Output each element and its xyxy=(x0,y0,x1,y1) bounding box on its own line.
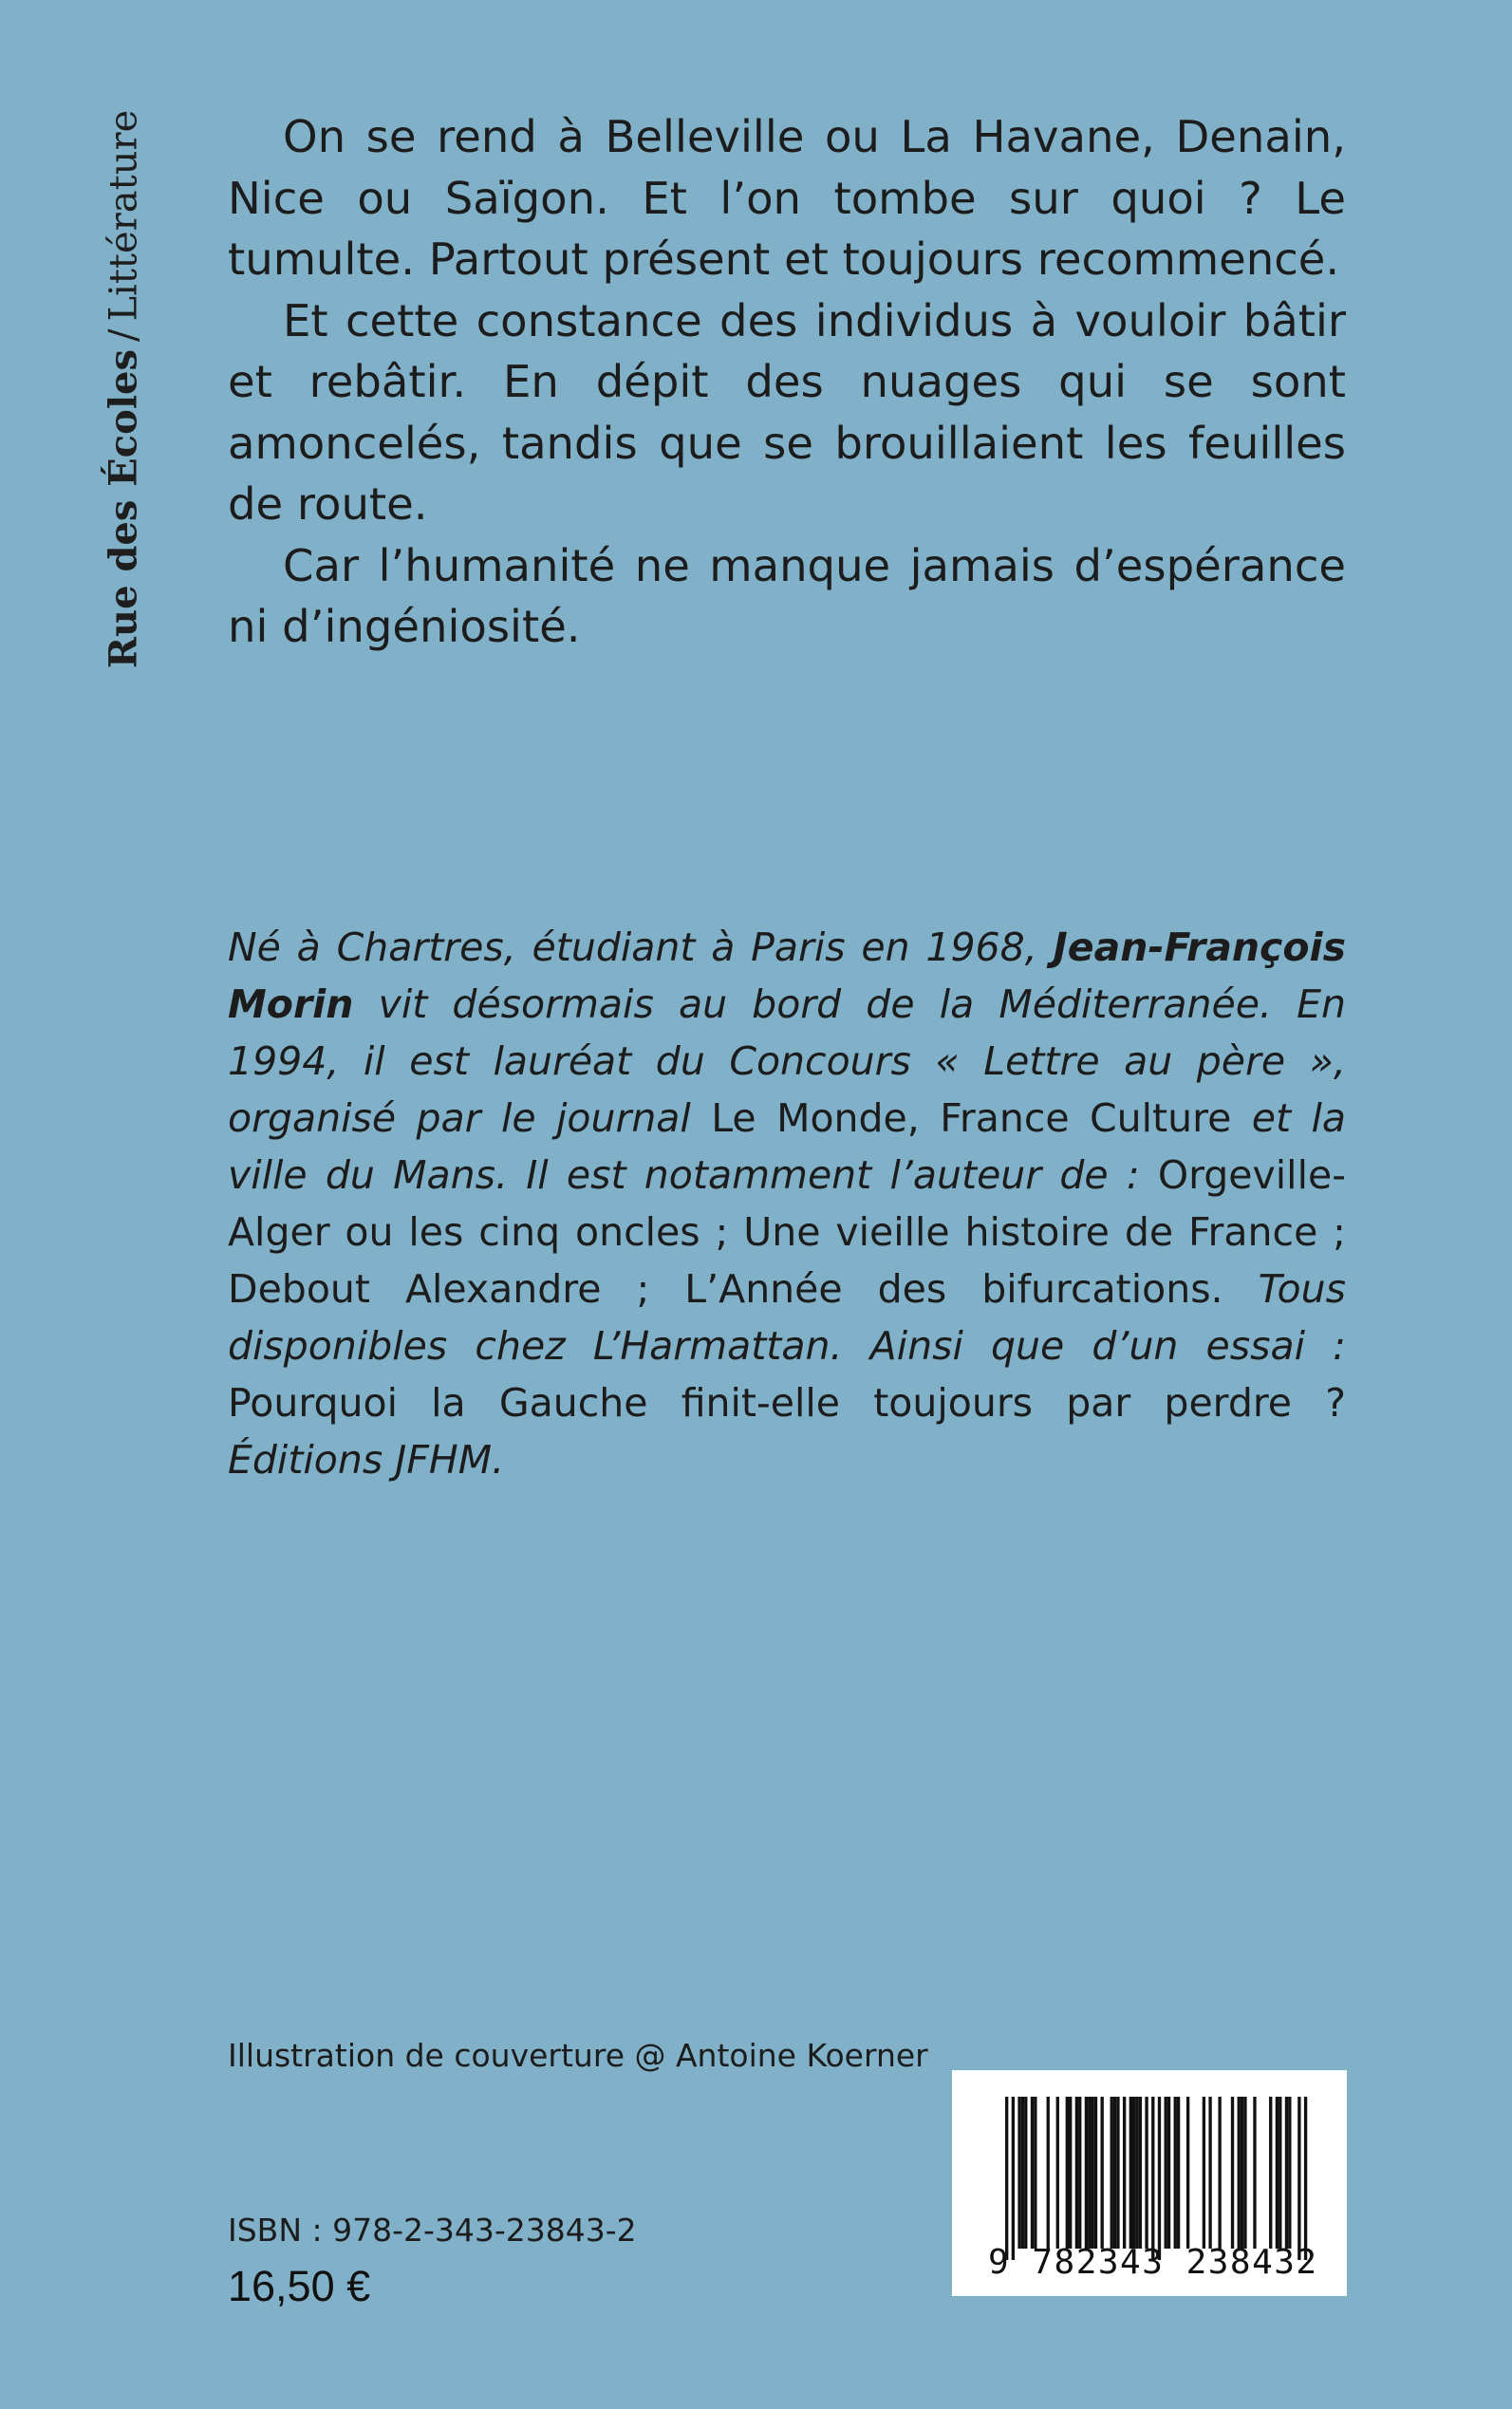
barcode-bar xyxy=(1145,2097,1148,2249)
barcode-bar xyxy=(1078,2097,1081,2249)
barcode-bar xyxy=(1203,2097,1205,2249)
barcode-bar xyxy=(1116,2097,1119,2249)
barcode-bar xyxy=(1056,2097,1059,2249)
barcode-bar xyxy=(1288,2097,1291,2249)
newspaper-name: Le Monde xyxy=(711,1095,907,1141)
barcode-bar xyxy=(1279,2097,1281,2249)
bio-text-2: vit désormais au bord de la Méditerranée. En 1994, il est lauréat du Concours « Lettre au père », organisé par le journal xyxy=(228,981,1346,1141)
barcode-bar xyxy=(1243,2097,1246,2249)
barcode-bar xyxy=(1304,2097,1307,2260)
barcode-bar xyxy=(1177,2097,1180,2249)
barcode-bar xyxy=(1297,2097,1300,2260)
cover-illustration-credit: Illustration de couverture @ Antoine Koerner xyxy=(228,2037,928,2074)
collection-name: Littérature xyxy=(102,109,146,322)
barcode-bar xyxy=(1231,2097,1234,2249)
barcode-bar xyxy=(1017,2097,1020,2249)
author-name: Jean-François Morin xyxy=(228,924,1346,1027)
bio-intro: Né à Chartres, étudiant à Paris en 1968, xyxy=(228,924,1054,970)
barcode-bar xyxy=(1031,2097,1034,2249)
barcode-bar xyxy=(1165,2097,1167,2249)
barcode-bar xyxy=(1021,2097,1024,2249)
bio-text-3: et la ville du Mans. Il est notamment l’auteur de : xyxy=(228,1095,1347,1198)
barcode-bar xyxy=(1113,2097,1116,2249)
barcode-bar xyxy=(1241,2097,1243,2249)
barcode-bar xyxy=(1012,2097,1015,2260)
series-name: Rue des Écoles xyxy=(101,349,146,669)
barcode-bar xyxy=(1218,2097,1221,2249)
price: 16,50 € xyxy=(228,2262,371,2310)
barcode-bar xyxy=(1094,2097,1097,2249)
barcode-bar xyxy=(1151,2097,1154,2260)
barcode-bar xyxy=(1208,2097,1211,2249)
barcode-bar xyxy=(1075,2097,1078,2249)
series-separator: / xyxy=(102,328,146,343)
blurb-paragraph-2: Et cette constance des individus à vouloir bâtir et rebâtir. En dépit des nuages qui se sont amoncelés, tandis que se brouillaient les feuilles de route. xyxy=(228,294,1346,530)
barcode-bar xyxy=(1135,2097,1138,2249)
barcode xyxy=(952,2070,1347,2296)
barcode-bar xyxy=(1085,2097,1088,2249)
barcode-bar xyxy=(1088,2097,1091,2249)
blurb-paragraph-1: On se rend à Belleville ou La Havane, Denain, Nice ou Saïgon. Et l’on tombe sur quoi ? Le tumulte. Partout présent et toujours recommencé. xyxy=(228,111,1346,285)
bio-comma: , xyxy=(906,1095,941,1141)
barcode-bar xyxy=(1005,2097,1008,2260)
barcode-bar xyxy=(1139,2097,1142,2249)
blurb-paragraph-3: Car l’humanité ne manque jamais d’espérance ni d’ingéniosité. xyxy=(228,539,1346,652)
barcode-bar xyxy=(1285,2097,1288,2249)
works-list: Orgeville-Alger ou les cinq oncles ; Une vieille histoire de France ; Debout Alexandre ; L’Année des bifurcations. xyxy=(228,1152,1346,1312)
barcode-bar xyxy=(1123,2097,1126,2249)
essay-title: Pourquoi la Gauche finit-elle toujours par perdre ? xyxy=(228,1380,1346,1426)
barcode-bar xyxy=(1034,2097,1036,2249)
barcode-bar xyxy=(1174,2097,1177,2249)
essay-publisher: Éditions JFHM. xyxy=(228,1437,505,1483)
barcode-bar xyxy=(1069,2097,1072,2249)
back-cover-blurb xyxy=(228,106,1346,658)
barcode-bar xyxy=(1129,2097,1132,2249)
barcode-bar xyxy=(1269,2097,1272,2249)
radio-name: France Culture xyxy=(940,1095,1232,1141)
barcode-bar xyxy=(1186,2097,1189,2249)
barcode-bar xyxy=(1276,2097,1279,2249)
barcode-bar xyxy=(1253,2097,1256,2249)
barcode-bar xyxy=(1111,2097,1113,2249)
barcode-bar xyxy=(1158,2097,1161,2260)
barcode-bar xyxy=(1167,2097,1170,2249)
barcode-bar xyxy=(1047,2097,1050,2249)
barcode-bar xyxy=(1238,2097,1241,2249)
isbn: ISBN : 978-2-343-23843-2 xyxy=(228,2212,637,2249)
barcode-bar xyxy=(1132,2097,1135,2249)
spine-label xyxy=(95,109,152,669)
barcode-digits: 9 782343 238432 xyxy=(988,2243,1318,2282)
author-biography xyxy=(228,919,1346,1488)
barcode-bar xyxy=(1091,2097,1093,2249)
barcode-bar xyxy=(1101,2097,1104,2249)
barcode-bar xyxy=(1066,2097,1069,2249)
bio-text-4: Tous disponibles chez L’Harmattan. Ainsi que d’un essai : xyxy=(228,1266,1346,1369)
barcode-bar xyxy=(1024,2097,1027,2249)
